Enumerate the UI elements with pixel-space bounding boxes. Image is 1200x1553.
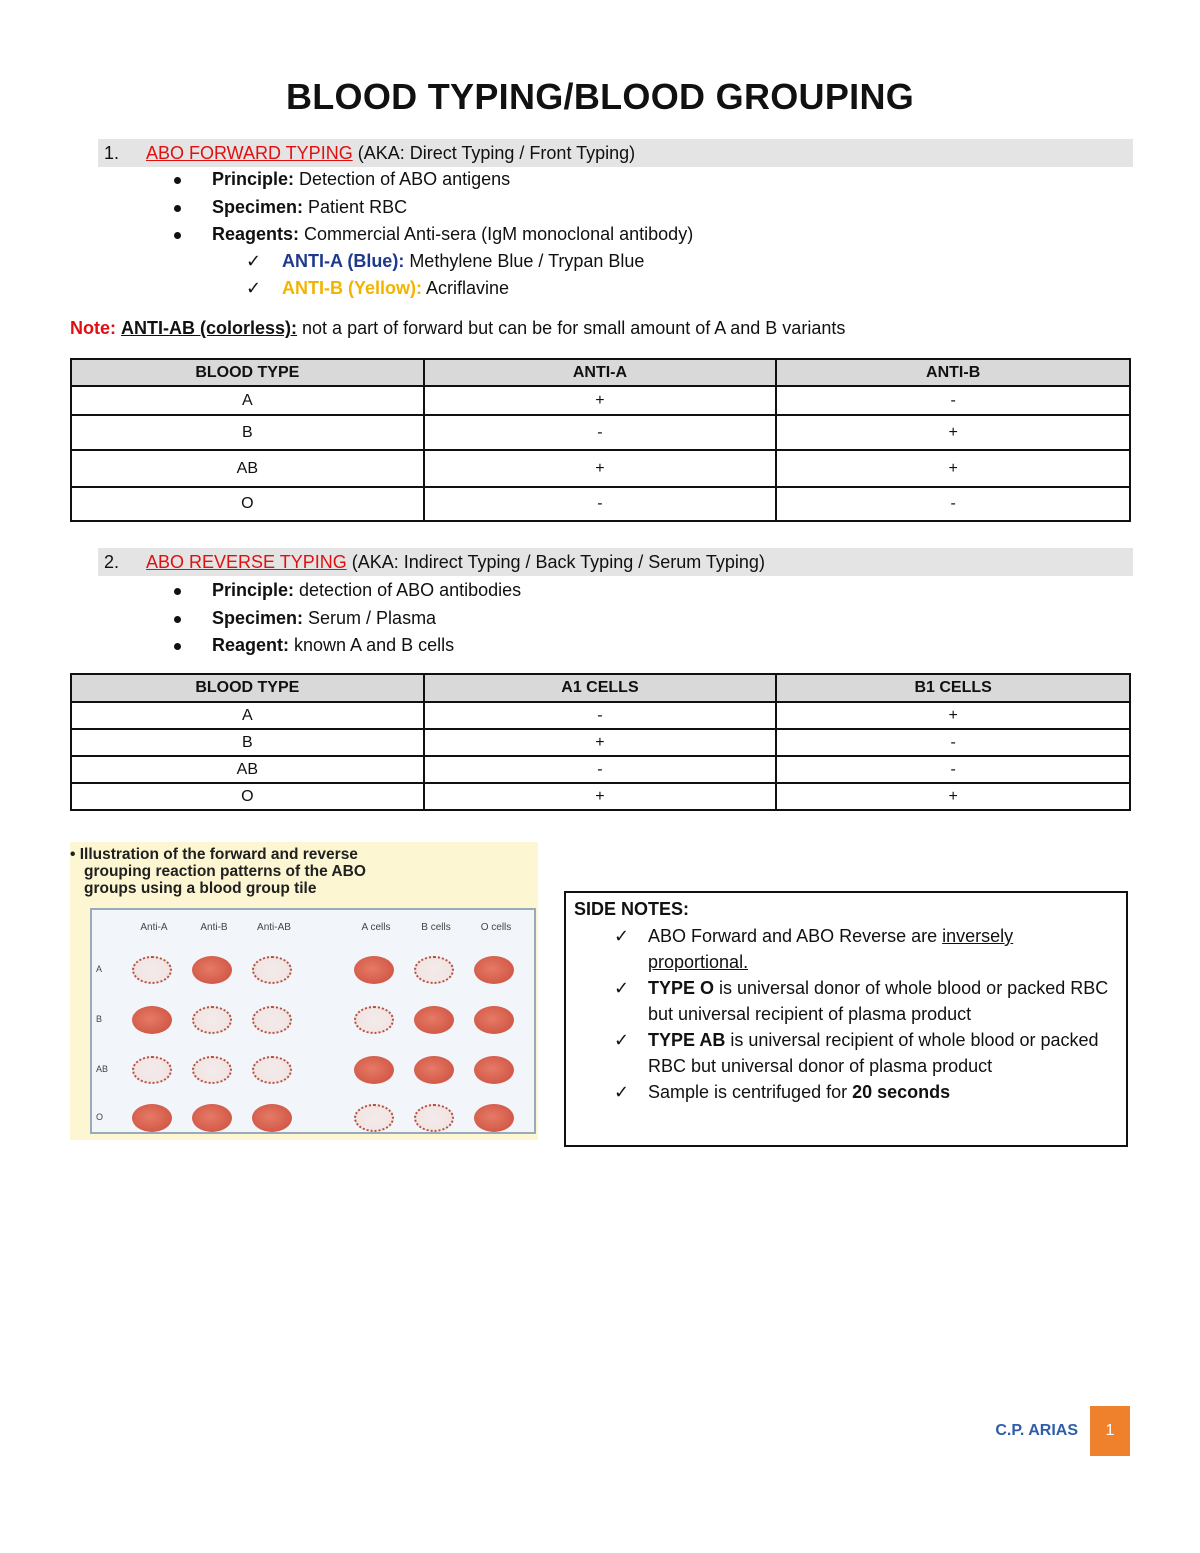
list-item: Principle: Detection of ABO antigens <box>170 166 693 194</box>
tile-well <box>414 956 454 984</box>
tile-well <box>192 1104 232 1132</box>
table-row: B + - <box>71 729 1130 756</box>
bullet-icon <box>174 616 181 623</box>
tile-well <box>414 1006 454 1034</box>
table-header: B1 CELLS <box>776 674 1130 702</box>
section1-bullets <box>170 166 693 249</box>
tile-well <box>192 1056 232 1084</box>
list-item: Principle: detection of ABO antibodies <box>170 577 521 605</box>
checkmark-icon: ✓ <box>246 278 262 298</box>
section1-number: 1. <box>104 143 120 163</box>
reagent-checklist <box>242 248 644 302</box>
table-header: ANTI-B <box>776 359 1130 386</box>
section1-aka: (AKA: Direct Typing / Front Typing) <box>352 143 636 163</box>
side-notes-box <box>564 891 1128 1147</box>
table-row: O - - <box>71 487 1130 521</box>
list-item: Specimen: Patient RBC <box>170 194 693 222</box>
section2-aka: (AKA: Indirect Typing / Back Typing / Serum Typing) <box>346 552 765 572</box>
blood-group-tile-illustration <box>70 842 538 1140</box>
list-item: ✓ ABO Forward and ABO Reverse are inversely proportional. <box>606 923 1116 975</box>
tile-column-header: Anti-A <box>140 922 168 933</box>
section2-title: ABO REVERSE TYPING <box>146 552 347 572</box>
tile-well <box>354 1006 394 1034</box>
section1-heading <box>98 139 1133 167</box>
tile-well <box>354 1056 394 1084</box>
section1-title: ABO FORWARD TYPING <box>146 143 353 163</box>
list-item: Reagent: known A and B cells <box>170 632 521 660</box>
checkmark-icon: ✓ <box>246 251 262 271</box>
checkmark-icon: ✓ <box>614 926 630 946</box>
table-header: A1 CELLS <box>424 674 777 702</box>
tile-well <box>192 956 232 984</box>
tile-column-header: O cells <box>480 922 512 933</box>
section2-heading <box>98 548 1133 576</box>
reverse-typing-table <box>70 673 1131 811</box>
tile-well <box>354 1104 394 1132</box>
tile-well <box>414 1104 454 1132</box>
bullet-icon <box>174 205 181 212</box>
list-item: ✓ TYPE O is universal donor of whole blood or packed RBC but universal recipient of plasma product <box>606 975 1116 1027</box>
blood-group-tile <box>90 908 536 1134</box>
list-item: Reagents: Commercial Anti-sera (IgM monoclonal antibody) <box>170 221 693 249</box>
tile-row-label: O <box>96 1112 104 1122</box>
table-row: A + - <box>71 386 1130 415</box>
table-row: O + + <box>71 783 1130 810</box>
list-item: ✓ ANTI-B (Yellow): Acriflavine <box>242 275 644 302</box>
tile-column-header: Anti-B <box>200 922 228 933</box>
list-item: Specimen: Serum / Plasma <box>170 605 521 633</box>
tile-well <box>474 1056 514 1084</box>
tile-well <box>132 956 172 984</box>
tile-well <box>474 1006 514 1034</box>
checkmark-icon: ✓ <box>614 1030 630 1050</box>
bullet-icon <box>174 177 181 184</box>
checkmark-icon: ✓ <box>614 1082 630 1102</box>
tile-row-label: AB <box>96 1064 109 1074</box>
tile-well <box>252 956 292 984</box>
table-row: AB - - <box>71 756 1130 783</box>
checkmark-icon: ✓ <box>614 978 630 998</box>
page-title: BLOOD TYPING/BLOOD GROUPING <box>285 76 915 117</box>
tile-well <box>132 1006 172 1034</box>
illustration-caption: • Illustration of the forward and reverse grouping reaction patterns of the ABO groups using a blood group tile <box>70 846 366 897</box>
list-item: ✓ Sample is centrifuged for 20 seconds <box>606 1079 1116 1105</box>
table-row: AB + + <box>71 450 1130 487</box>
note: Note: ANTI-AB (colorless): not a part of forward but can be for small amount of A and B variants <box>70 318 846 338</box>
bullet-icon <box>174 588 181 595</box>
tile-well <box>132 1104 172 1132</box>
table-header: BLOOD TYPE <box>71 674 424 702</box>
page-number: 1 <box>1090 1406 1130 1456</box>
table-header: ANTI-A <box>424 359 777 386</box>
forward-typing-table <box>70 358 1131 522</box>
tile-row-label: A <box>96 964 103 974</box>
tile-column-header: A cells <box>361 922 391 933</box>
tile-well <box>354 956 394 984</box>
tile-well <box>252 1006 292 1034</box>
page-footer <box>995 1406 1130 1456</box>
table-row: A - + <box>71 702 1130 729</box>
tile-well <box>474 1104 514 1132</box>
list-item: ✓ TYPE AB is universal recipient of whole blood or packed RBC but universal donor of plasma product <box>606 1027 1116 1079</box>
tile-well <box>192 1006 232 1034</box>
tile-column-header: B cells <box>421 922 451 933</box>
bullet-icon <box>174 232 181 239</box>
side-notes-heading: SIDE NOTES: <box>574 899 690 919</box>
tile-well <box>132 1056 172 1084</box>
table-header: BLOOD TYPE <box>71 359 424 386</box>
section2-number: 2. <box>104 552 120 572</box>
bullet-icon <box>174 643 181 650</box>
tile-row-label: B <box>96 1014 103 1024</box>
tile-well <box>252 1056 292 1084</box>
section2-bullets <box>170 577 521 660</box>
author-name: C.P. ARIAS <box>995 1422 1078 1439</box>
tile-well <box>474 956 514 984</box>
table-row: B - + <box>71 415 1130 450</box>
tile-well <box>252 1104 292 1132</box>
list-item: ✓ ANTI-A (Blue): Methylene Blue / Trypan Blue <box>242 248 644 275</box>
tile-well <box>414 1056 454 1084</box>
tile-column-header: Anti-AB <box>257 922 291 933</box>
